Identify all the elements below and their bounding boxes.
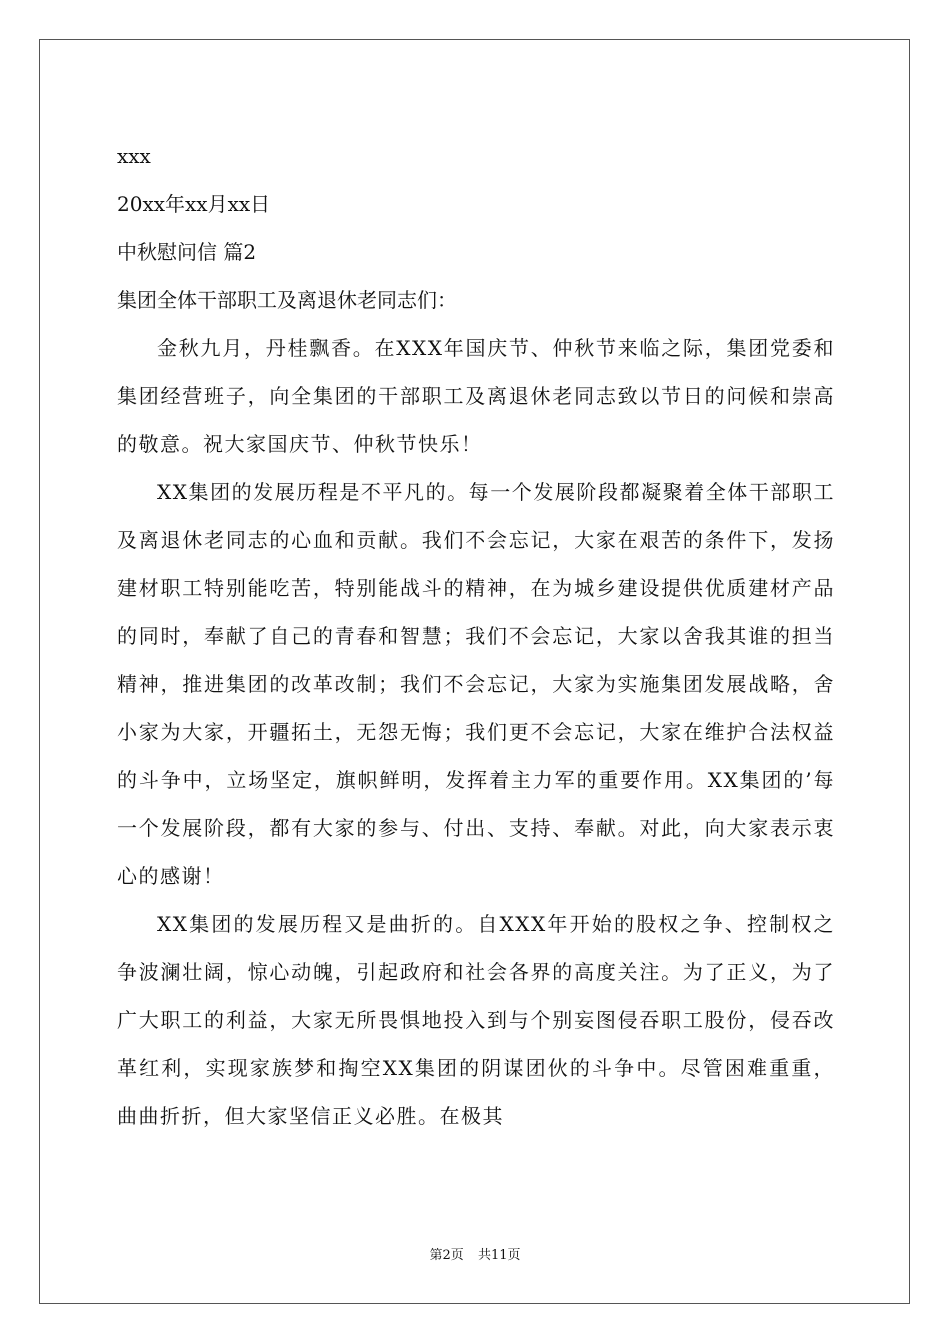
page-number: 第2页: [429, 1248, 464, 1263]
letter-title: 中秋慰问信 篇2: [117, 240, 257, 264]
page-footer: [0, 1244, 950, 1263]
salutation: 集团全体干部职工及离退休老同志们：: [117, 288, 457, 312]
document-body: [117, 132, 835, 1140]
date-line: 20xx年xx月xx日: [117, 192, 271, 216]
paragraph-1: 金秋九月，丹桂飘香。在XXX年国庆节、仲秋节来临之际，集团党委和集团经营班子，向全集团的干部职工及离退休老同志致以节日的问候和崇高的敬意。祝大家国庆节、仲秋节快乐！: [117, 336, 835, 456]
paragraph-3: XX集团的发展历程又是曲折的。自XXX年开始的股权之争、控制权之争波澜壮阔，惊心动魄，引起政府和社会各界的高度关注。为了正义，为了广大职工的利益，大家无所畏惧地投入到与个别妄图侵吞职工股份，侵吞改革红利，实现家族梦和掏空XX集团的阴谋团伙的斗争中。尽管困难重重，曲曲折折，但大家坚信正义必胜。在极其: [117, 912, 835, 1128]
paragraph-2: XX集团的发展历程是不平凡的。每一个发展阶段都凝聚着全体干部职工及离退休老同志的心血和贡献。我们不会忘记，大家在艰苦的条件下，发扬建材职工特别能吃苦，特别能战斗的精神，在为城乡建设提供优质建材产品的同时，奉献了自己的青春和智慧；我们不会忘记，大家以舍我其谁的担当精神，推进集团的改革改制；我们不会忘记，大家为实施集团发展战略，舍小家为大家，开疆拓土，无怨无悔；我们更不会忘记，大家在维护合法权益的斗争中，立场坚定，旗帜鲜明，发挥着主力军的重要作用。XX集团的’每一个发展阶段，都有大家的参与、付出、支持、奉献。对此，向大家表示衷心的感谢！: [117, 480, 835, 888]
signature-line: xxx: [117, 144, 151, 168]
page-total: 共11页: [477, 1248, 521, 1263]
